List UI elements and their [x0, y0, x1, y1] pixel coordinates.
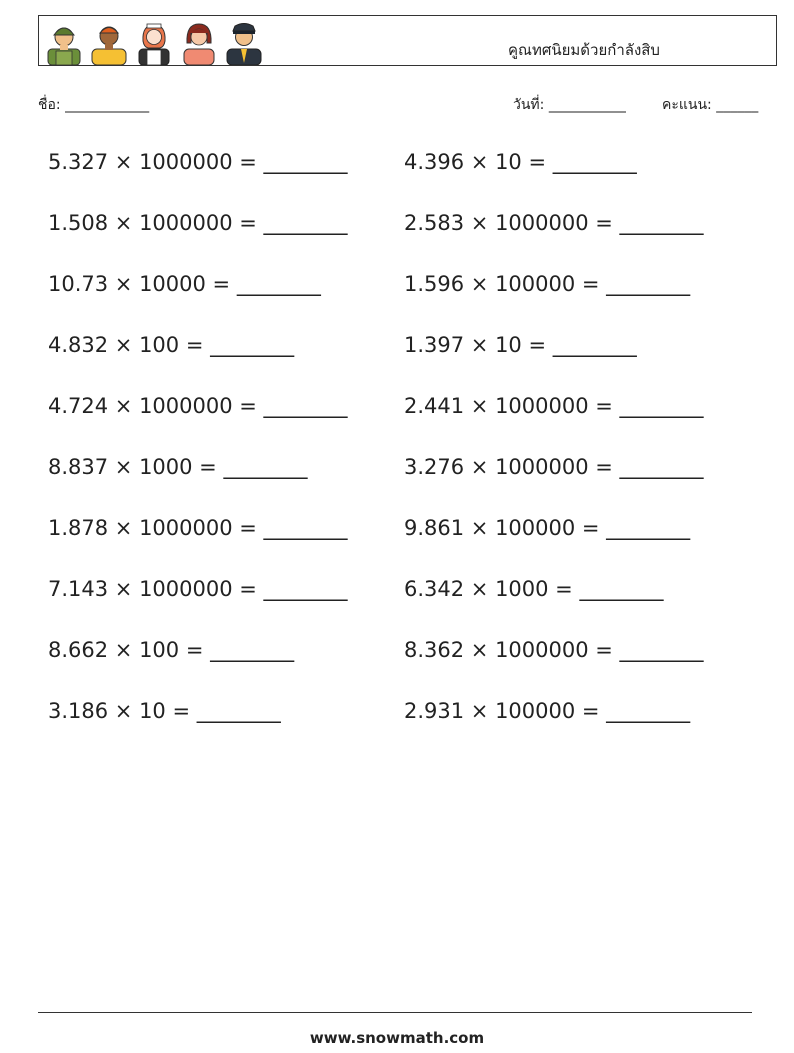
problem-left-6: 8.837 × 1000 = ________ — [48, 455, 308, 479]
problem-left-9: 8.662 × 100 = ________ — [48, 638, 295, 662]
problem-right-5: 2.441 × 1000000 = ________ — [404, 394, 704, 418]
soldier-avatar-icon — [44, 19, 84, 65]
problem-right-6: 3.276 × 1000000 = ________ — [404, 455, 704, 479]
worksheet-header — [38, 15, 777, 66]
problem-right-4: 1.397 × 10 = ________ — [404, 333, 637, 357]
problem-left-5: 4.724 × 1000000 = ________ — [48, 394, 348, 418]
problem-right-3: 1.596 × 100000 = ________ — [404, 272, 691, 296]
date-field-label: วันที่: ___________ — [513, 97, 626, 113]
worksheet-title: คูณทศนิยมด้วยกำลังสิบ — [508, 41, 660, 59]
problem-left-2: 1.508 × 1000000 = ________ — [48, 211, 348, 235]
problem-left-7: 1.878 × 1000000 = ________ — [48, 516, 348, 540]
maid-avatar-icon — [134, 19, 174, 65]
problem-right-7: 9.861 × 100000 = ________ — [404, 516, 691, 540]
name-field-label: ชื่อ: ____________ — [38, 97, 150, 113]
footer-divider — [38, 1012, 752, 1013]
worker-avatar-icon — [89, 19, 129, 65]
problem-right-1: 4.396 × 10 = ________ — [404, 150, 637, 174]
problem-right-8: 6.342 × 1000 = ________ — [404, 577, 664, 601]
woman-avatar-icon — [179, 19, 219, 65]
problem-left-10: 3.186 × 10 = ________ — [48, 699, 281, 723]
score-field-label: คะแนน: ______ — [662, 97, 759, 113]
problem-right-2: 2.583 × 1000000 = ________ — [404, 211, 704, 235]
problem-left-3: 10.73 × 10000 = ________ — [48, 272, 321, 296]
officer-avatar-icon — [224, 19, 264, 65]
problem-right-9: 8.362 × 1000000 = ________ — [404, 638, 704, 662]
problem-left-8: 7.143 × 1000000 = ________ — [48, 577, 348, 601]
problem-left-4: 4.832 × 100 = ________ — [48, 333, 295, 357]
footer-site-url: www.snowmath.com — [309, 1029, 485, 1047]
problem-left-1: 5.327 × 1000000 = ________ — [48, 150, 348, 174]
problem-right-10: 2.931 × 100000 = ________ — [404, 699, 691, 723]
